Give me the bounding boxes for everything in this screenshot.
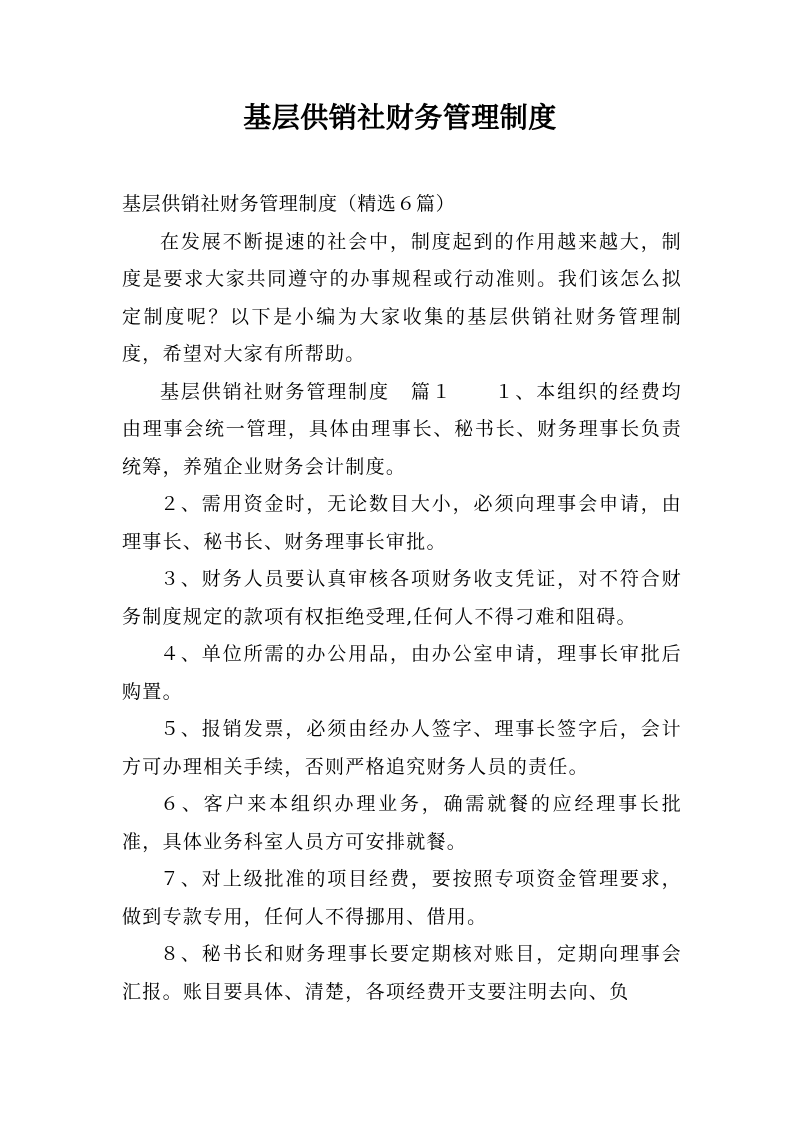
paragraph-item-4: ４、单位所需的办公用品，由办公室申请，理事长审批后购置。 xyxy=(122,643,682,703)
document-body xyxy=(122,186,682,1011)
paragraph-intro: 在发展不断提速的社会中，制度起到的作用越来越大，制度是要求大家共同遵守的办事规程或行动准则。我们该怎么拟定制度呢？以下是小编为大家收集的基层供销社财务管理制度，希望对大家有所帮助。 xyxy=(122,230,682,365)
document-subtitle: 基层供销社财务管理制度（精选６篇） xyxy=(122,193,456,215)
document-title: 基层供销社财务管理制度 xyxy=(243,101,557,134)
paragraph-item-2: ２、需用资金时，无论数目大小，必须向理事会申请，由理事长、秘书长、财务理事长审批。 xyxy=(122,493,682,553)
paragraph-item-3: ３、财务人员要认真审核各项财务收支凭证，对不符合财务制度规定的款项有权拒绝受理,任何人不得刁难和阻碍。 xyxy=(122,568,682,628)
paragraph-item-5: ５、报销发票，必须由经办人签字、理事长签字后，会计方可办理相关手续，否则严格追究财务人员的责任。 xyxy=(122,718,682,778)
paragraph-item-6: ６、客户来本组织办理业务，确需就餐的应经理事长批准，具体业务科室人员方可安排就餐。 xyxy=(122,793,682,853)
paragraph-article-1: 基层供销社财务管理制度 篇１ １、本组织的经费均由理事会统一管理，具体由理事长、秘书长、财务理事长负责统筹，养殖企业财务会计制度。 xyxy=(122,380,682,478)
paragraph-item-7: ７、对上级批准的项目经费，要按照专项资金管理要求，做到专款专用，任何人不得挪用、借用。 xyxy=(122,868,682,928)
paragraph-item-8: ８、秘书长和财务理事长要定期核对账目，定期向理事会汇报。账目要具体、清楚，各项经费开支要注明去向、负 xyxy=(122,943,682,1003)
